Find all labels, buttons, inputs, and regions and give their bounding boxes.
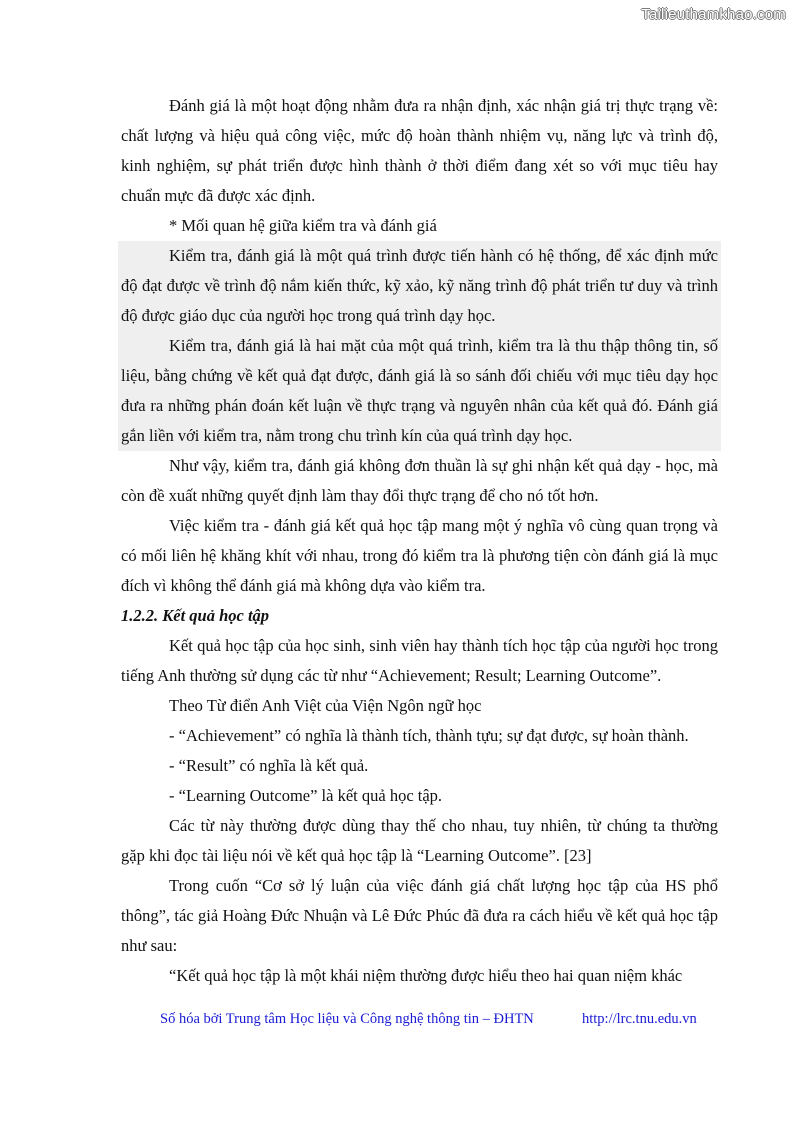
paragraph-dictionary: Theo Từ điển Anh Việt của Viện Ngôn ngữ học <box>169 696 482 715</box>
highlighted-block <box>118 241 721 451</box>
paragraph-quote-start: “Kết quả học tập là một khái niệm thường được hiểu theo hai quan niệm khác <box>169 966 683 985</box>
paragraph-interchangeable: Các từ này thường được dùng thay thế cho nhau, tuy nhiên, từ chúng ta thường gặp khi đọc tài liệu nói về kết quả học tập là “Learning Outcome”. [23] <box>121 816 718 865</box>
list-item-learning-outcome: - “Learning Outcome” là kết quả học tập. <box>169 786 443 805</box>
paragraph-terms: Kết quả học tập của học sinh, sinh viên hay thành tích học tập của người học trong tiếng Anh thường sử dụng các từ như “Achievement; Result; Learning Outcome”. <box>121 636 718 685</box>
watermark-text: Tailieuthamkhao.com <box>641 6 786 23</box>
paragraph-importance: Việc kiểm tra - đánh giá kết quả học tập mang một ý nghĩa vô cùng quan trọng và có mối liên hệ khăng khít với nhau, trong đó kiểm tra là phương tiện còn đánh giá là mục đích vì không thể đánh giá mà không dựa vào kiểm tra. <box>121 516 718 595</box>
list-item-result: - “Result” có nghĩa là kết quả. <box>169 756 369 775</box>
list-item-achievement: - “Achievement” có nghĩa là thành tích, thành tựu; sự đạt được, sự hoàn thành. <box>169 726 689 745</box>
paragraph-two-sides: Kiểm tra, đánh giá là hai mặt của một quá trình, kiểm tra là thu thập thông tin, số liệu, bằng chứng về kết quả đạt được, đánh giá là so sánh đối chiếu với mục tiêu dạy học đưa ra những phán đoán kết luận về thực trạng và nguyên nhân của kết quả đó. Đánh giá gắn liền với kiểm tra, nằm trong chu trình kín của quá trình dạy học. <box>121 336 718 445</box>
paragraph-book-reference: Trong cuốn “Cơ sở lý luận của việc đánh giá chất lượng học tập của HS phổ thông”, tác giả Hoàng Đức Nhuận và Lê Đức Phúc đã đưa ra cách hiểu về kết quả học tập như sau: <box>121 876 718 955</box>
subheading-relationship: * Mối quan hệ giữa kiểm tra và đánh giá <box>169 216 437 235</box>
paragraph-definition: Đánh giá là một hoạt động nhằm đưa ra nhận định, xác nhận giá trị thực trạng về: chất lượng và hiệu quả công việc, mức độ hoàn thành nhiệm vụ, năng lực và trình độ, kinh nghiệm, sự phát triển được hình thành ở thời điểm đang xét so với mục tiêu hay chuẩn mực đã được xác định. <box>121 96 718 205</box>
document-body <box>121 91 718 991</box>
paragraph-not-merely: Như vậy, kiểm tra, đánh giá không đơn thuần là sự ghi nhận kết quả dạy - học, mà còn đề xuất những quyết định làm thay đổi thực trạng để cho nó tốt hơn. <box>121 456 718 505</box>
footer-credit: Số hóa bởi Trung tâm Học liệu và Công nghệ thông tin – ĐHTN <box>160 1011 534 1027</box>
section-heading: 1.2.2. Kết quả học tập <box>121 606 270 625</box>
footer-link[interactable]: http://lrc.tnu.edu.vn <box>582 1011 697 1027</box>
paragraph-process: Kiểm tra, đánh giá là một quá trình được tiến hành có hệ thống, để xác định mức độ đạt được về trình độ nắm kiến thức, kỹ xảo, kỹ năng trình độ phát triển tư duy và trình độ được giáo dục của người học trong quá trình dạy học. <box>121 246 718 325</box>
